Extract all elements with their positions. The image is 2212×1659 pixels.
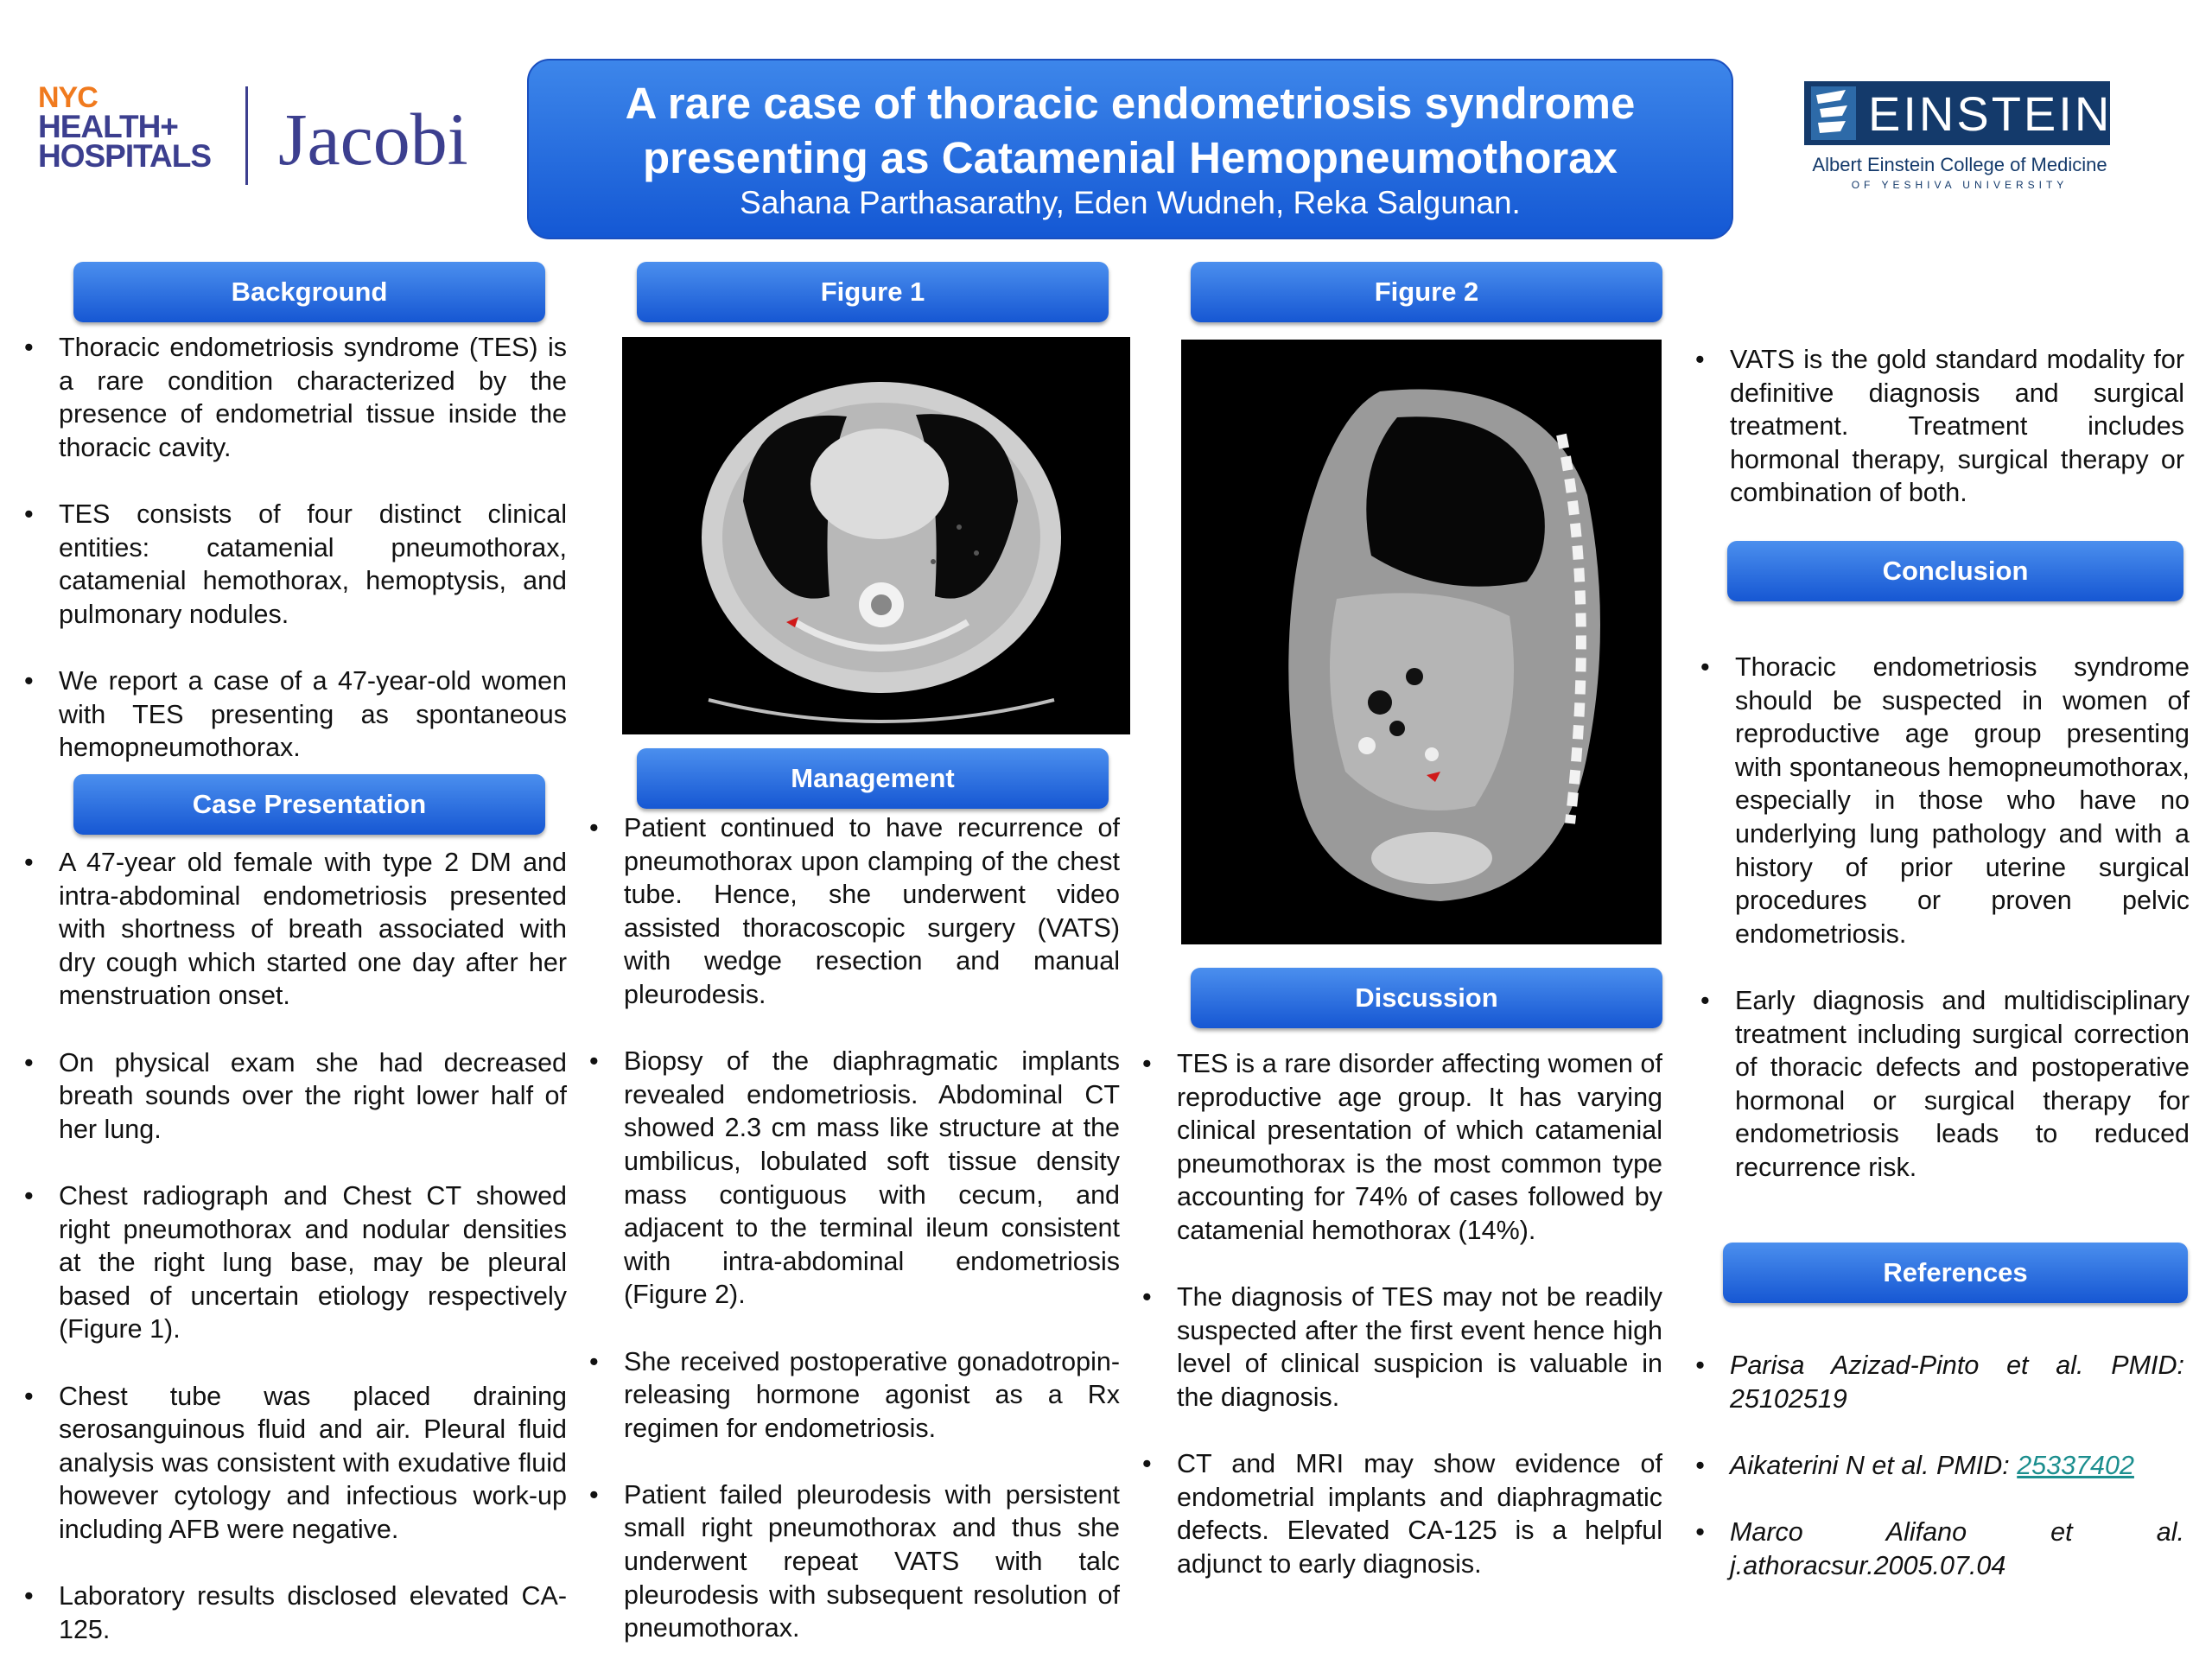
list-item: • TES is a rare disorder affecting women of reproductive age group. It has varying clinical presentation of which catamenial pneumothorax is the most common type accounting for 74% of cases followed by catamenial hemothorax (14%). bbox=[1142, 1047, 1662, 1248]
discussion-continued-section bbox=[1695, 343, 2184, 510]
discussion-heading: Discussion bbox=[1191, 968, 1662, 1028]
discussion-continued-list bbox=[1695, 343, 2184, 510]
list-item: • Thoracic endometriosis syndrome should be suspected in women of reproductive age group presenting with spontaneous hemopneumothorax, especially in those who have no underlying lung pathology and with a history of prior uterine surgical procedures or proven pelvic endometriosis. bbox=[1700, 651, 2190, 950]
list-item: • TES consists of four distinct clinical entities: catamenial pneumothorax, catamenial hemothorax, hemoptysis, and pulmonary nodules. bbox=[24, 498, 567, 631]
case-presentation-section bbox=[24, 846, 567, 1646]
logo-health-text: HEALTH+ bbox=[38, 109, 178, 144]
poster-authors: Sahana Parthasarathy, Eden Wudneh, Reka Salgunan. bbox=[740, 185, 1521, 220]
figure-2-abdominal-ct-image bbox=[1181, 340, 1662, 944]
list-item: • Chest tube was placed draining serosanguinous fluid and air. Pleural fluid analysis was consistent with exudative fluid however cytology and infectious work-up including AFB were negative. bbox=[24, 1380, 567, 1547]
list-item: • The diagnosis of TES may not be readily suspected after the first event hence high level of clinical suspicion is valuable in the diagnosis. bbox=[1142, 1281, 1662, 1414]
poster-title-line-2: presenting as Catamenial Hemopneumothorax bbox=[643, 133, 1618, 182]
discussion-list bbox=[1142, 1047, 1662, 1581]
reference-text: Aikaterini N et al. PMID: bbox=[1730, 1450, 2018, 1480]
chest-ct-scan-icon bbox=[622, 337, 1130, 734]
reference-item bbox=[1695, 1449, 2184, 1483]
list-item: • VATS is the gold standard modality for definitive diagnosis and surgical treatment. Treatment includes hormonal therapy, surgical therapy or combination of both. bbox=[1695, 343, 2184, 510]
reference-item: • Parisa Azizad-Pinto et al. PMID: 25102519 bbox=[1695, 1349, 2184, 1415]
references-list bbox=[1695, 1349, 2184, 1582]
logo-hospitals-text: HOSPITALS bbox=[38, 138, 211, 174]
references-heading: References bbox=[1723, 1243, 2188, 1303]
list-item: • She received postoperative gonadotropin-releasing hormone agonist as a Rx regimen for endometriosis. bbox=[589, 1345, 1120, 1446]
reference-item: • Marco Alifano et al. j.athoracsur.2005.07.04 bbox=[1695, 1516, 2184, 1582]
management-heading: Management bbox=[637, 748, 1109, 809]
list-item: • Patient continued to have recurrence of pneumothorax upon clamping of the chest tube. Hence, she underwent video assisted thoracoscopic surgery (VATS) with wedge resection and manual pleurodesis. bbox=[589, 811, 1120, 1012]
references-section bbox=[1695, 1349, 2184, 1582]
poster-title-line-1: A rare case of thoracic endometriosis syndrome bbox=[625, 79, 1636, 128]
logo-nyc-text: NYC bbox=[38, 81, 98, 114]
einstein-name: EINSTEIN bbox=[1868, 86, 2113, 141]
conclusion-list bbox=[1700, 651, 2190, 1185]
list-item: • On physical exam she had decreased breath sounds over the right lower half of her lung. bbox=[24, 1046, 567, 1147]
conclusion-heading: Conclusion bbox=[1727, 541, 2183, 601]
figure-1-heading: Figure 1 bbox=[637, 262, 1109, 322]
einstein-subtitle-university: OF YESHIVA UNIVERSITY bbox=[1851, 179, 2069, 191]
list-item: • Chest radiograph and Chest CT showed right pneumothorax and nodular densities at the right lung base, may be pleural based of uncertain etiology respectively (Figure 1). bbox=[24, 1179, 567, 1346]
einstein-logo bbox=[1804, 81, 2113, 145]
case-presentation-heading: Case Presentation bbox=[73, 774, 545, 835]
background-list bbox=[24, 331, 567, 765]
list-item: • A 47-year old female with type 2 DM and intra-abdominal endometriosis presented with shortness of breath associated with dry cough which started one day after her menstruation onset. bbox=[24, 846, 567, 1013]
list-item: • We report a case of a 47-year-old women with TES presenting as spontaneous hemopneumothorax. bbox=[24, 664, 567, 765]
pmid-link[interactable]: 25337402 bbox=[2017, 1450, 2134, 1480]
figure-2-heading: Figure 2 bbox=[1191, 262, 1662, 322]
figure-1-chest-ct-image bbox=[622, 337, 1130, 734]
case-presentation-list bbox=[24, 846, 567, 1646]
management-section bbox=[589, 811, 1120, 1645]
title-banner bbox=[527, 59, 1733, 239]
einstein-mark-icon bbox=[1811, 86, 1856, 140]
list-item: • CT and MRI may show evidence of endometrial implants and diaphragmatic defects. Elevated CA-125 is a helpful adjunct to early diagnosis. bbox=[1142, 1447, 1662, 1580]
background-section bbox=[24, 331, 567, 765]
logo-divider bbox=[245, 86, 248, 185]
discussion-section bbox=[1142, 1047, 1662, 1581]
einstein-subtitle: Albert Einstein College of Medicine bbox=[1812, 154, 2107, 175]
list-item: • Early diagnosis and multidisciplinary treatment including surgical correction of thoracic defects and postoperative hormonal or surgical therapy for endometriosis leads to reduced recurrence risk. bbox=[1700, 984, 2190, 1185]
list-item: • Laboratory results disclosed elevated CA-125. bbox=[24, 1580, 567, 1646]
poster-title bbox=[529, 76, 1732, 185]
background-heading: Background bbox=[73, 262, 545, 322]
abdominal-ct-scan-icon bbox=[1181, 340, 1662, 944]
nyc-health-hospitals-logo bbox=[38, 83, 219, 178]
management-list bbox=[589, 811, 1120, 1645]
jacobi-logo: Jacobi bbox=[278, 98, 468, 181]
list-item: • Thoracic endometriosis syndrome (TES) is a rare condition characterized by the presence of endometrial tissue inside the thoracic cavity. bbox=[24, 331, 567, 464]
list-item: • Biopsy of the diaphragmatic implants revealed endometriosis. Abdominal CT showed 2.3 cm mass like structure at the umbilicus, lobulated soft tissue density mass contiguous with cecum, and adjacent to the terminal ileum consistent with intra-abdominal endometriosis (Figure 2). bbox=[589, 1045, 1120, 1312]
conclusion-section bbox=[1700, 651, 2190, 1185]
list-item: • Patient failed pleurodesis with persistent small right pneumothorax and thus she underwent repeat VATS with talc pleurodesis with subsequent resolution of pneumothorax. bbox=[589, 1478, 1120, 1645]
